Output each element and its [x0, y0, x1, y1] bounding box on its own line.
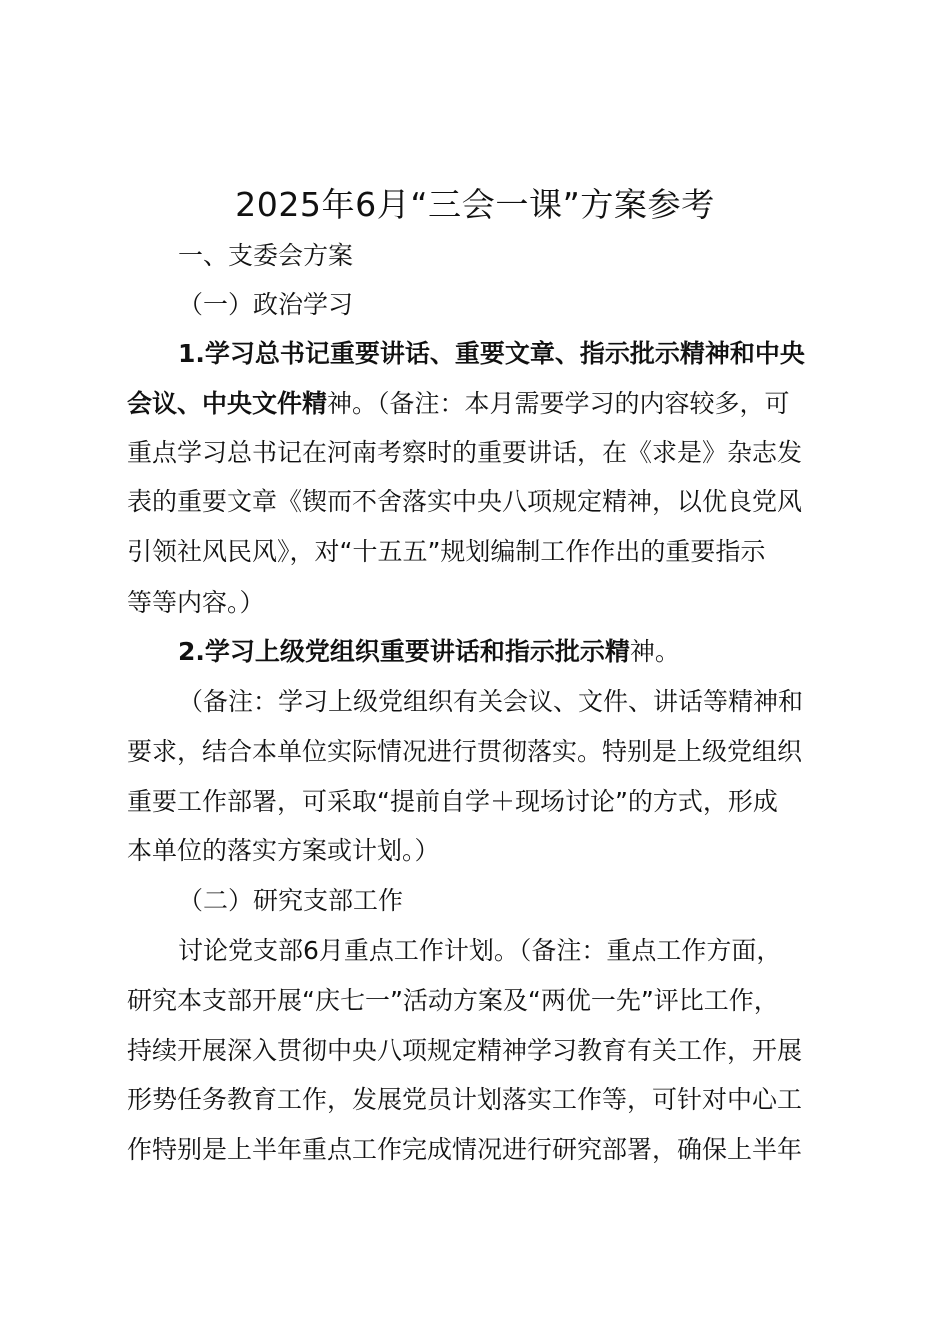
bold-text: 会议、中央文件精 [127, 389, 328, 418]
line-text: （备注：学习上级党组织有关会议、文件、讲话等精神和 [178, 687, 804, 716]
paragraph-line [127, 534, 765, 570]
paragraph-line [127, 1033, 802, 1069]
bold-text: 2.学习上级党组织重要讲话和指示批示精 [178, 637, 630, 666]
subheading-political-study [178, 287, 353, 323]
line-text: 作特别是上半年重点工作完成情况进行研究部署，确保上半年 [127, 1135, 803, 1164]
line-text: （一）政治学习 [178, 290, 354, 319]
bold-text: 1.学习总书记重要讲话、重要文章、指示批示精神和中央 [178, 339, 805, 368]
line-text: 神。（备注：本月需要学习的内容较多，可 [327, 389, 790, 418]
paragraph-line [127, 484, 802, 520]
paragraph-line [127, 734, 802, 770]
line-text: 形势任务教育工作，发展党员计划落实工作等，可针对中心工 [127, 1085, 803, 1114]
line-text: 神。 [629, 637, 680, 666]
line-text: 重点学习总书记在河南考察时的重要讲话，在《求是》杂志发 [127, 438, 803, 467]
paragraph-line [127, 983, 779, 1019]
line-text: 讨论党支部6月重点工作计划。（备注：重点工作方面， [178, 936, 782, 965]
paragraph-line [127, 784, 778, 820]
line-text: 重要工作部署，可采取“提前自学＋现场讨论”的方式，形成 [127, 787, 778, 816]
subheading-branch-work [178, 883, 403, 919]
paragraph-line [178, 684, 803, 720]
line-text: 等等内容。） [127, 588, 265, 617]
line-text: （二）研究支部工作 [178, 886, 404, 915]
paragraph-line [127, 1132, 802, 1168]
line-text: 一、支委会方案 [178, 241, 354, 270]
item-1-heading [178, 336, 805, 372]
document-title: 2025年6月“三会一课”方案参考 [235, 185, 715, 224]
section-heading-branch-committee [178, 238, 353, 274]
line-text: 表的重要文章《锲而不舍落实中央八项规定精神，以优良党风 [127, 487, 803, 516]
paragraph-line [127, 833, 440, 869]
line-text: 要求，结合本单位实际情况进行贯彻落实。特别是上级党组织 [127, 737, 803, 766]
line-text: 研究本支部开展“庆七一”活动方案及“两优一先”评比工作， [127, 986, 779, 1015]
paragraph-line [127, 435, 802, 471]
paragraph-line [127, 386, 790, 422]
paragraph-line [127, 1082, 802, 1118]
line-text: 本单位的落实方案或计划。） [127, 836, 440, 865]
line-text: 引领社风民风》，对“十五五”规划编制工作作出的重要指示 [127, 537, 766, 566]
item-2-heading [178, 634, 680, 670]
line-text: 持续开展深入贯彻中央八项规定精神学习教育有关工作，开展 [127, 1036, 803, 1065]
paragraph-line [178, 933, 781, 969]
paragraph-line [127, 585, 265, 621]
